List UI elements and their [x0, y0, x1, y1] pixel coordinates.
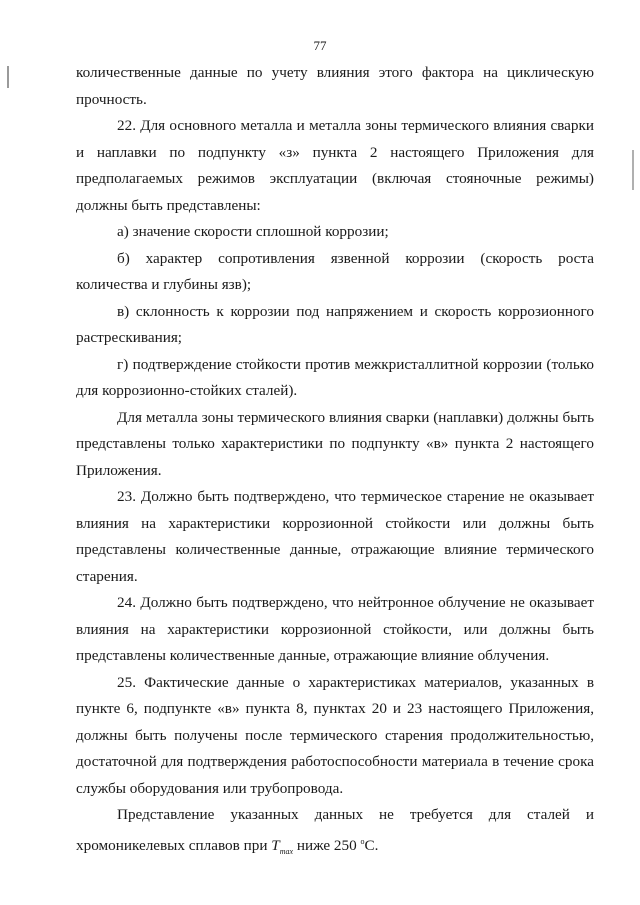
paragraph-22: 22. Для основного металла и металла зоны термического влияния сварки и наплавки по подпункту «з» пункта 2 настоящего Приложения для предполагаемых режимов эксплуатации (включая стояночные режимы) должны быть представлены: [76, 117, 594, 214]
list-item-a: а) значение скорости сплошной коррозии; [117, 223, 389, 240]
list-item-b: б) характер сопротивления язвенной коррозии (скорость роста количества и глубины язв); [76, 249, 594, 293]
list-item-g: г) подтверждение стойкости против межкристаллитной коррозии (только для коррозионно-стойких сталей). [76, 355, 594, 399]
t-symbol: T [271, 836, 280, 854]
document-body [76, 60, 594, 865]
degree-sign: o [360, 836, 365, 846]
paragraph-25: 25. Фактические данные о характеристиках материалов, указанных в пункте 6, подпункте «в» пункта 8, пунктах 20 и 23 настоящего Приложения, должны быть получены после термического старения продолжительностью, достаточной для подтверждения работоспособности материала в течение срока службы оборудования или трубопровода. [76, 673, 594, 797]
scan-edge-mark [7, 66, 9, 88]
t-subscript: max [279, 846, 294, 856]
list-item-v: в) склонность к коррозии под напряжением и скорость коррозионного растрескивания; [76, 302, 594, 346]
final-text-middle: ниже 250 [293, 836, 361, 854]
t-max-symbol [271, 837, 293, 854]
paragraph: Для металла зоны термического влияния сварки (наплавки) должны быть представлены только характеристики по подпункту «в» пункта 2 настоящего Приложения. [76, 408, 594, 479]
page-number: 77 [313, 38, 327, 53]
final-paragraph-line-1: Представление указанных данных не требуется для сталей и [117, 806, 594, 823]
paragraph: количественные данные по учету влияния этого фактора на циклическую прочность. [76, 64, 594, 108]
final-text-prefix: хромоникелевых сплавов при [76, 836, 272, 854]
final-text-suffix: С. [364, 836, 379, 854]
paragraph-24: 24. Должно быть подтверждено, что нейтронное облучение не оказывает влияния на характеристики коррозионной стойкости, или должны быть представлены количественные данные, отражающие влияние облучения. [76, 594, 594, 664]
final-paragraph-line-2 [76, 829, 594, 866]
scan-edge-mark [632, 150, 634, 190]
paragraph-23: 23. Должно быть подтверждено, что термическое старение не оказывает влияния на характеристики коррозионной стойкости или должны быть представлены количественные данные, отражающие влияние термического старения. [76, 488, 594, 585]
